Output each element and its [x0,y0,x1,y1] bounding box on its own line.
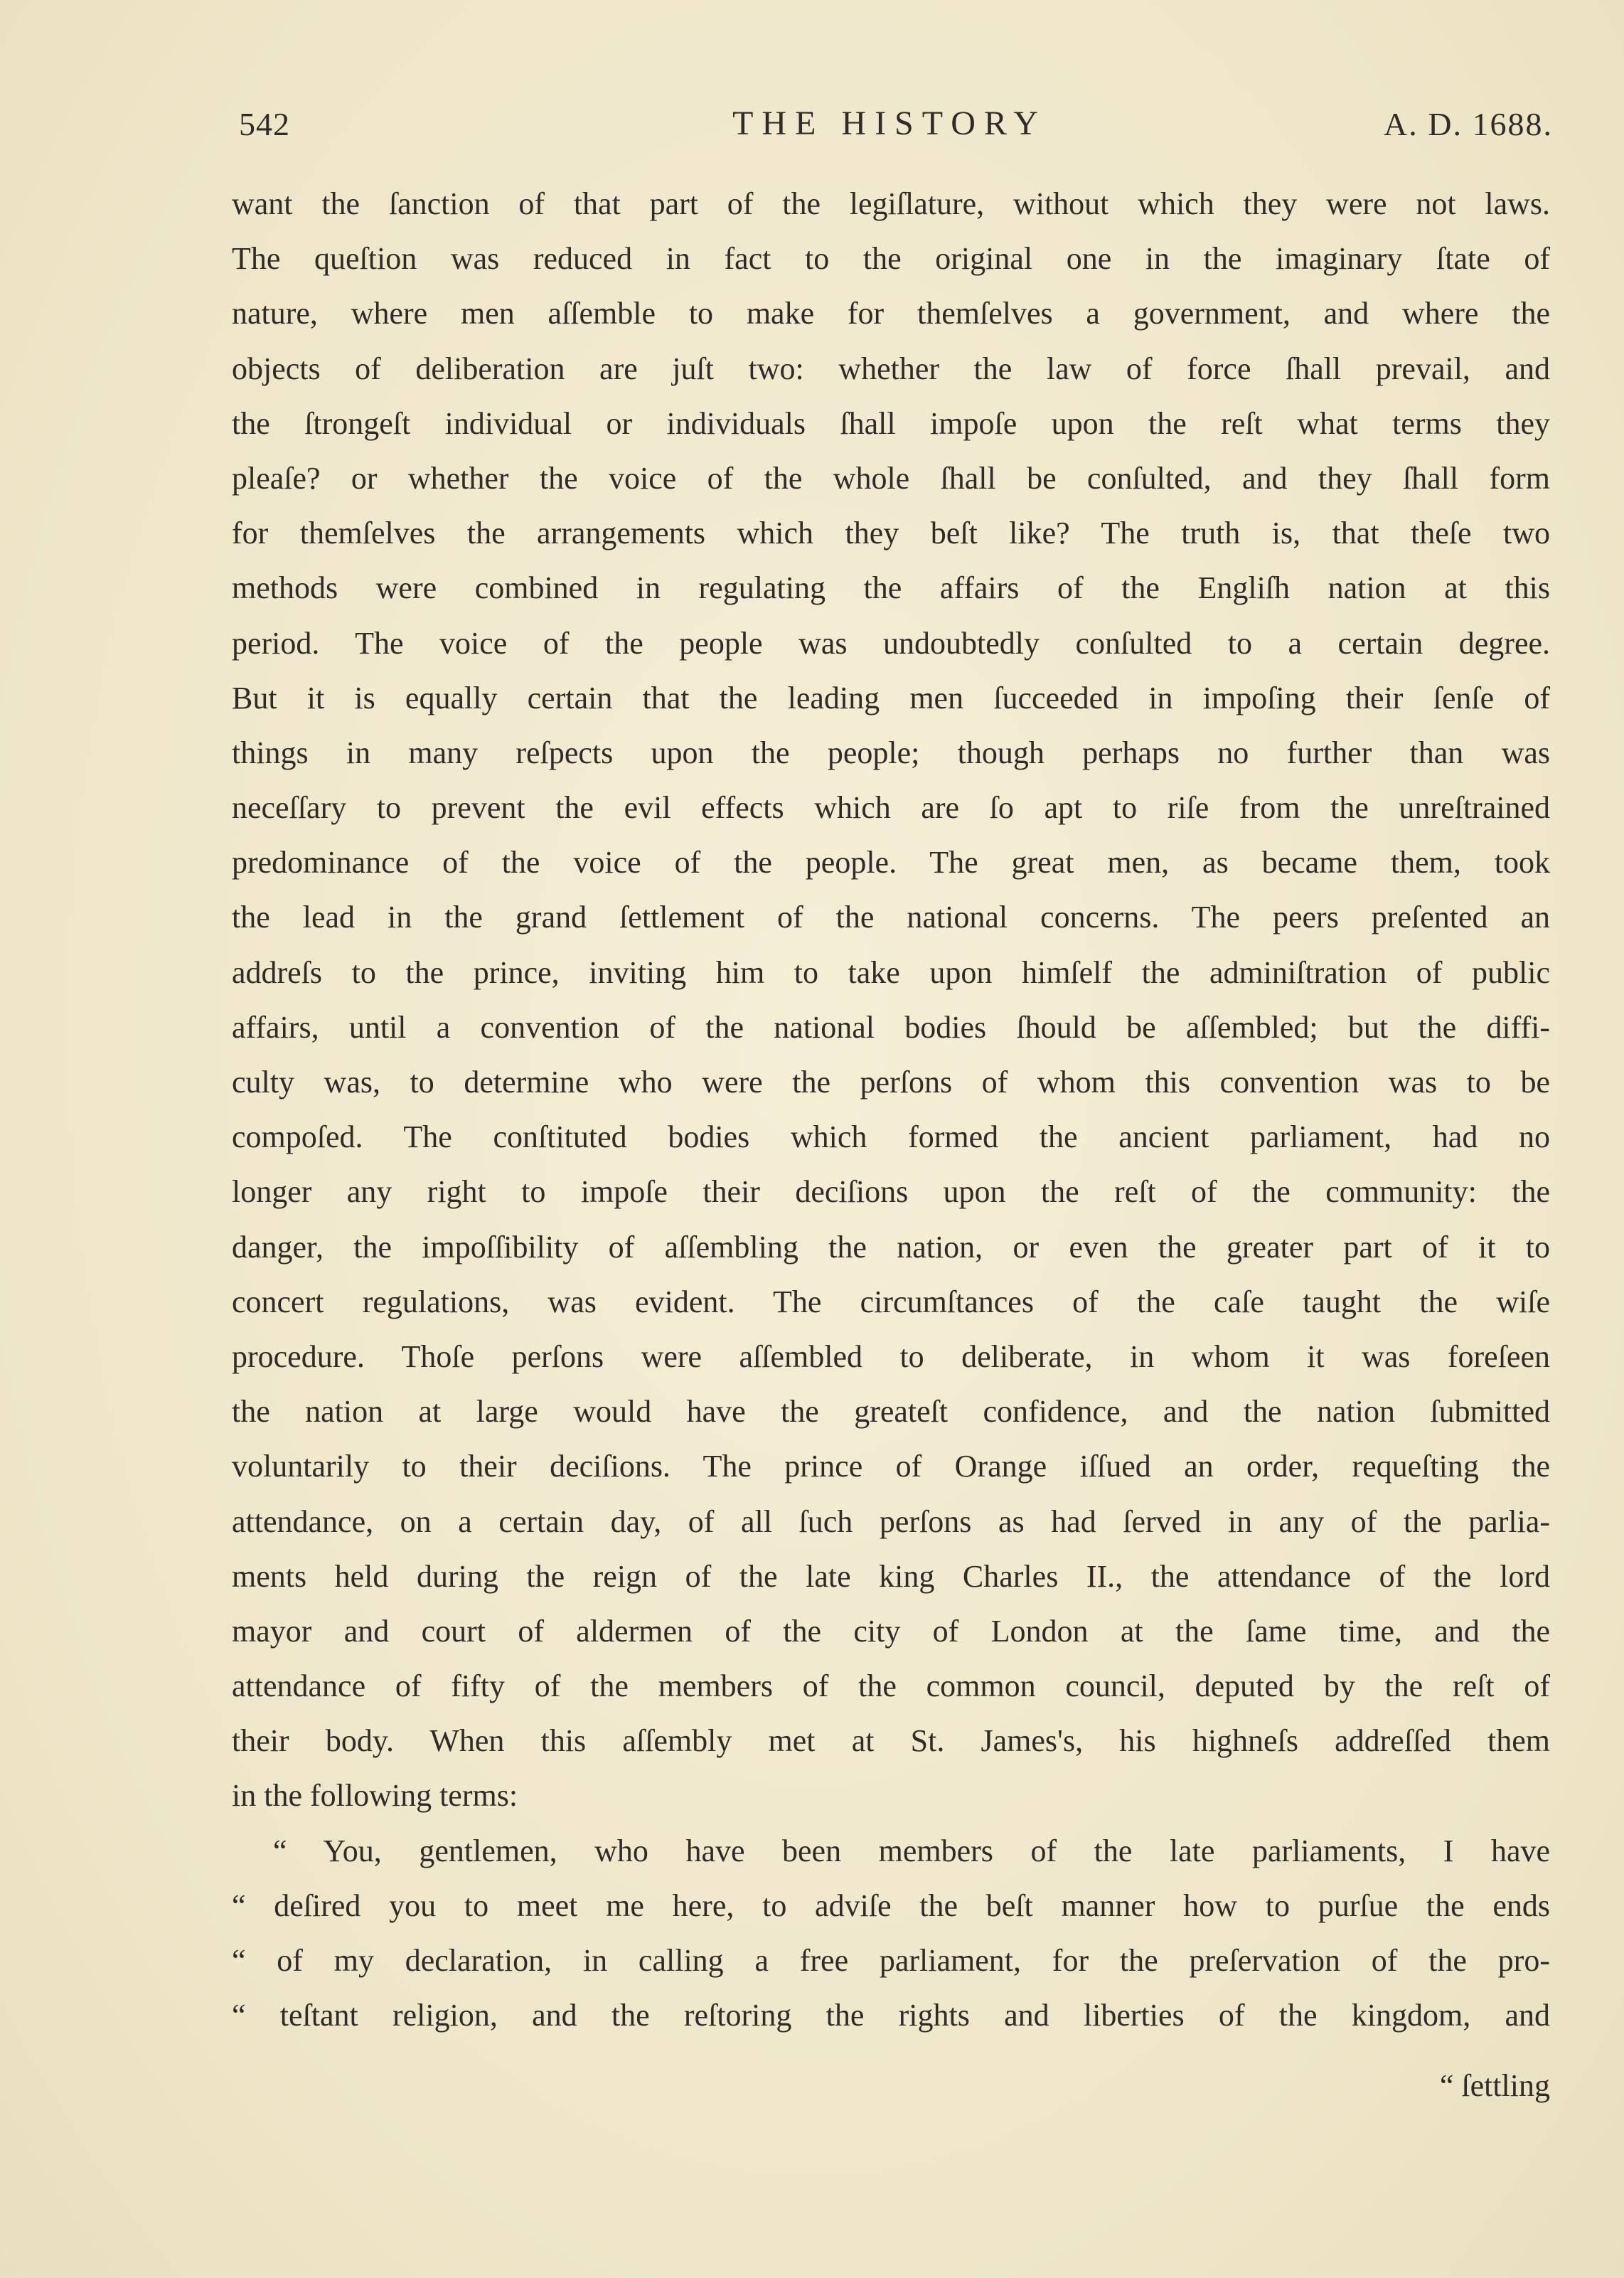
text-line: affairs, until a convention of the national bodies ſhould be aſſembled; but the diffi- [232,1009,1550,1045]
quote-line: “ You, gentlemen, who have been members of the late parliaments, I have [273,1833,1550,1868]
text-line: objects of deliberation are juſt two: whether the law of force ſhall prevail, and [232,351,1550,386]
text-line: The queſtion was reduced in fact to the original one in the imaginary ſtate of [232,241,1550,277]
text-line: nature, where men aſſemble to make for themſelves a government, and where the [232,296,1550,331]
text-line: want the ſanction of that part of the legiſlature, without which they were not laws. [232,186,1550,221]
text-line: ments held during the reign of the late king Charles II., the attendance of the lord [232,1558,1550,1594]
text-line: longer any right to impoſe their deciſions upon the reſt of the community: the [232,1174,1550,1210]
date-label: A. D. 1688. [1384,106,1553,142]
text-line: compoſed. The conſtituted bodies which formed the ancient parliament, had no [232,1119,1550,1155]
text-line: the nation at large would have the greateſt confidence, and the nation ſubmitted [232,1394,1550,1430]
text-line: their body. When this aſſembly met at St. James's, his highneſs addreſſed them [232,1723,1550,1759]
text-line: danger, the impoſſibility of aſſembling the nation, or even the greater part of it to [232,1229,1550,1265]
page-number: 542 [239,106,290,142]
quote-line: “ teſtant religion, and the reſtoring the rights and liberties of the kingdom, and [232,1998,1550,2033]
text-line: for themſelves the arrangements which they beſt like? The truth is, that theſe two [232,516,1550,551]
text-line: the lead in the grand ſettlement of the national concerns. The peers preſented an [232,900,1550,935]
quote-line: “ deſired you to meet me here, to adviſe the beſt manner how to purſue the ends [232,1888,1550,1923]
text-line: attendance, on a certain day, of all ſuch perſons as had ſerved in any of the parlia- [232,1503,1550,1539]
text-line: But it is equally certain that the leading men ſucceeded in impoſing their ſenſe of [232,680,1550,715]
text-line: things in many reſpects upon the people; though perhaps no further than was [232,735,1550,770]
text-line: pleaſe? or whether the voice of the whole ſhall be conſulted, and they ſhall form [232,460,1550,496]
text-line: attendance of fifty of the members of the common council, deputed by the reſt of [232,1668,1550,1704]
text-line: addreſs to the prince, inviting him to take upon himſelf the adminiſtration of public [232,954,1550,990]
body-text [232,176,1550,2043]
text-line: procedure. Thoſe perſons were aſſembled to deliberate, in whom it was foreſeen [232,1338,1550,1374]
running-title: THE HISTORY [732,105,1047,142]
page-header [226,100,1553,156]
text-line: predominance of the voice of the people. The great men, as became them, took [232,845,1550,880]
text-line: concert regulations, was evident. The circumſtances of the caſe taught the wiſe [232,1284,1550,1319]
text-line: methods were combined in regulating the affairs of the Engliſh nation at this [232,570,1550,606]
text-line: in the following terms: [232,1778,518,1814]
text-line: neceſſary to prevent the evil effects which are ſo apt to riſe from the unreſtrained [232,790,1550,826]
text-line: culty was, to determine who were the perſons of whom this convention was to be [232,1065,1550,1100]
text-line: the ſtrongeſt individual or individuals ſhall impoſe upon the reſt what terms they [232,405,1550,441]
quote-line: “ of my declaration, in calling a free parliament, for the preſervation of the pro- [232,1943,1550,1978]
text-line: mayor and court of aldermen of the city of London at the ſame time, and the [232,1613,1550,1649]
text-line: voluntarily to their deciſions. The prince of Orange iſſued an order, requeſting the [232,1449,1550,1484]
catchword: “ ſettling [1439,2068,1550,2103]
text-line: period. The voice of the people was undoubtedly conſulted to a certain degree. [232,625,1550,661]
